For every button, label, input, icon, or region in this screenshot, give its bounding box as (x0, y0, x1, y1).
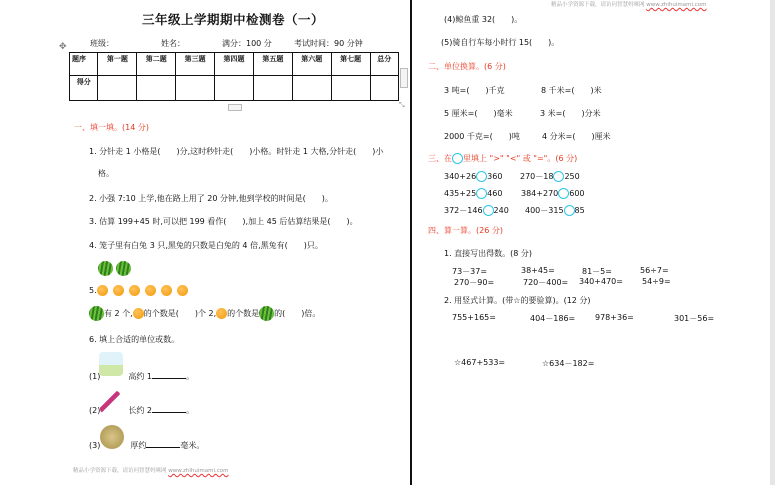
table-corner-resize-icon[interactable]: ⤡ (399, 101, 405, 109)
expr: 435+25 (444, 189, 477, 198)
expr: 400－315 (525, 206, 564, 215)
compare-item (444, 171, 502, 182)
compare-item (521, 188, 585, 199)
compare-item (444, 188, 502, 199)
section1-heading: 一、填一填。(14 分) (74, 123, 149, 132)
oral-item: 73－37= (452, 267, 488, 276)
oral-item: 81－5= (582, 267, 612, 276)
vertical-item: 755+165= (452, 313, 496, 322)
header-cell: 第四题 (215, 53, 254, 76)
page-divider (410, 0, 412, 485)
value: 460 (487, 189, 503, 198)
item-number: (2) (89, 406, 101, 415)
subquestion-2: 2. 用竖式计算。(带☆的要验算)。(12 分) (444, 296, 591, 305)
q5-text: 有 2 个, (104, 309, 133, 318)
table-move-handle-icon[interactable]: ✥ (59, 42, 67, 52)
question-5 (89, 306, 320, 321)
orange-icon (161, 285, 172, 296)
class-field: 班级： (90, 39, 114, 48)
question-3: 3. 估算 199+45 时,可以把 199 看作( ),加上 45 后估算结果是( )。 (89, 217, 358, 226)
header-cell: 总分 (370, 53, 398, 76)
item-number: (1) (89, 372, 101, 381)
compare-item (520, 171, 580, 182)
score-cell[interactable] (215, 76, 254, 101)
vertical-item: ☆467+533= (454, 358, 506, 367)
question-6-1 (89, 371, 194, 382)
question-6-4: (4)鲸鱼重 32( )。 (444, 15, 523, 24)
value: 85 (574, 206, 585, 215)
watermelon-icon (259, 306, 274, 321)
watermelon-icon (98, 261, 113, 276)
question-6-3 (89, 440, 204, 451)
oral-item: 38+45= (521, 266, 555, 275)
watermark-url: www.zhihuimami.com (168, 468, 229, 474)
compare-circle[interactable] (483, 205, 494, 216)
question-6-2 (89, 405, 194, 416)
heading-part: 里填上 ">" "<" 或 "="。(6 分) (463, 154, 578, 163)
answer-blank[interactable] (152, 412, 186, 413)
value: 250 (564, 172, 580, 181)
table-header-row (70, 53, 399, 76)
question-6-5: (5)骑自行车每小时行 15( )。 (441, 38, 560, 47)
vertical-item: 301－56= (674, 314, 715, 323)
header-cell: 第七题 (331, 53, 370, 76)
scrollbar[interactable] (770, 0, 775, 485)
question-2: 2. 小强 7:10 上学,他在路上用了 20 分钟,他到学校的时间是( )。 (89, 194, 333, 203)
conversion-item: 3 吨=( )千克 (444, 86, 505, 95)
score-cell[interactable] (331, 76, 370, 101)
orange-icon (113, 285, 124, 296)
header-cell: 题序 (70, 53, 98, 76)
question-5-number: 5. (89, 286, 97, 295)
heading-part: 三、在 (428, 154, 452, 163)
watermark-url: www.zhihuimami.com (646, 2, 707, 8)
conversion-item: 4 分米=( )厘米 (542, 132, 611, 141)
item-text-end: 毫米。 (180, 441, 205, 450)
value: 240 (493, 206, 509, 215)
oral-item: 340+470= (579, 277, 623, 286)
vertical-item: ☆634－182= (542, 359, 595, 368)
oral-item: 720－400= (523, 278, 569, 287)
item-text-end: 。 (185, 406, 194, 415)
header-cell: 第六题 (292, 53, 331, 76)
section3-heading (428, 153, 577, 164)
compare-item (525, 205, 585, 216)
header-cell: 第五题 (253, 53, 292, 76)
watermelon-icon (116, 261, 131, 276)
compare-circle[interactable] (476, 188, 487, 199)
value: 360 (487, 172, 503, 181)
watermark-text: 精品小学资源下载，请访问智慧妈咪网 (73, 468, 169, 474)
q5-text: 的( )倍。 (274, 309, 321, 318)
name-field: 姓名： (161, 39, 185, 48)
expr: 270－18 (520, 172, 554, 181)
question-4: 4. 笼子里有白兔 3 只,黑兔的只数是白兔的 4 倍,黑兔有( )只。 (89, 241, 323, 250)
score-cell[interactable] (98, 76, 137, 101)
expr: 384+270 (521, 189, 559, 198)
footer-watermark (73, 466, 229, 474)
item-text: 高约 1 (128, 372, 152, 381)
oral-item: 270－90= (454, 278, 495, 287)
section2-heading: 二、单位换算。(6 分) (428, 62, 506, 71)
header-cell: 第一题 (98, 53, 137, 76)
watermelon-group (98, 261, 131, 276)
score-cell[interactable] (370, 76, 398, 101)
score-table (69, 52, 399, 101)
conversion-item: 3 米=( )分米 (540, 109, 601, 118)
score-cell[interactable] (137, 76, 176, 101)
orange-icon (97, 285, 108, 296)
table-resize-handle[interactable] (400, 68, 408, 88)
question-6: 6. 填上合适的单位或数。 (89, 335, 180, 344)
orange-icon (133, 308, 144, 319)
item-text: 厚约 (130, 441, 147, 450)
expr: 340+26 (444, 172, 477, 181)
oral-item: 56÷7= (640, 266, 669, 275)
compare-item (444, 205, 509, 216)
item-number: (3) (89, 441, 101, 450)
conversion-item: 5 厘米=( )毫米 (444, 109, 513, 118)
compare-circle[interactable] (564, 205, 575, 216)
question-1: 1. 分针走 1 小格是( )分,这时秒针走( )小格。时针走 1 大格,分针走( )小 (89, 147, 384, 156)
q5-text: 的个数是 (227, 309, 260, 318)
item-text-end: 。 (185, 372, 194, 381)
orange-icon (145, 285, 156, 296)
row-label: 得分 (70, 76, 98, 101)
vertical-item: 404－186= (530, 314, 576, 323)
header-cell: 第三题 (176, 53, 215, 76)
value: 600 (569, 189, 585, 198)
expr: 372－146 (444, 206, 483, 215)
compare-circle[interactable] (553, 171, 564, 182)
item-text: 长约 2 (128, 406, 152, 415)
conversion-item: 2000 千克=( )吨 (444, 132, 520, 141)
compare-circle[interactable] (476, 171, 487, 182)
watermelon-icon (89, 306, 104, 321)
watermark-text: 精品小学资源下载，请访问智慧妈咪网 (551, 2, 647, 8)
answer-blank[interactable] (152, 378, 186, 379)
page-title: 三年级上学期期中检测卷（一） (142, 12, 325, 27)
score-cell[interactable] (292, 76, 331, 101)
question-1-cont: 格。 (98, 169, 114, 178)
full-score: 满分：100 分 (222, 39, 272, 48)
subquestion-1: 1. 直接写出得数。(8 分) (444, 249, 533, 258)
table-row (70, 76, 399, 101)
oral-item: 54÷9= (642, 277, 671, 286)
table-add-row-handle[interactable] (228, 104, 242, 111)
orange-icon (129, 285, 140, 296)
conversion-item: 8 千米=( )米 (541, 86, 602, 95)
orange-icon (216, 308, 227, 319)
header-cell: 第二题 (137, 53, 176, 76)
header-watermark (551, 0, 707, 8)
orange-icon (177, 285, 188, 296)
score-cell[interactable] (253, 76, 292, 101)
score-cell[interactable] (176, 76, 215, 101)
compare-circle[interactable] (558, 188, 569, 199)
question-5-oranges (89, 285, 193, 296)
q5-text: 的个数是( )个 2, (143, 309, 217, 318)
answer-blank[interactable] (146, 447, 180, 448)
vertical-item: 978+36= (595, 313, 634, 322)
section4-heading: 四、算一算。(26 分) (428, 226, 503, 235)
circle-icon (452, 153, 463, 164)
exam-time: 考试时间：90 分钟 (294, 39, 363, 48)
